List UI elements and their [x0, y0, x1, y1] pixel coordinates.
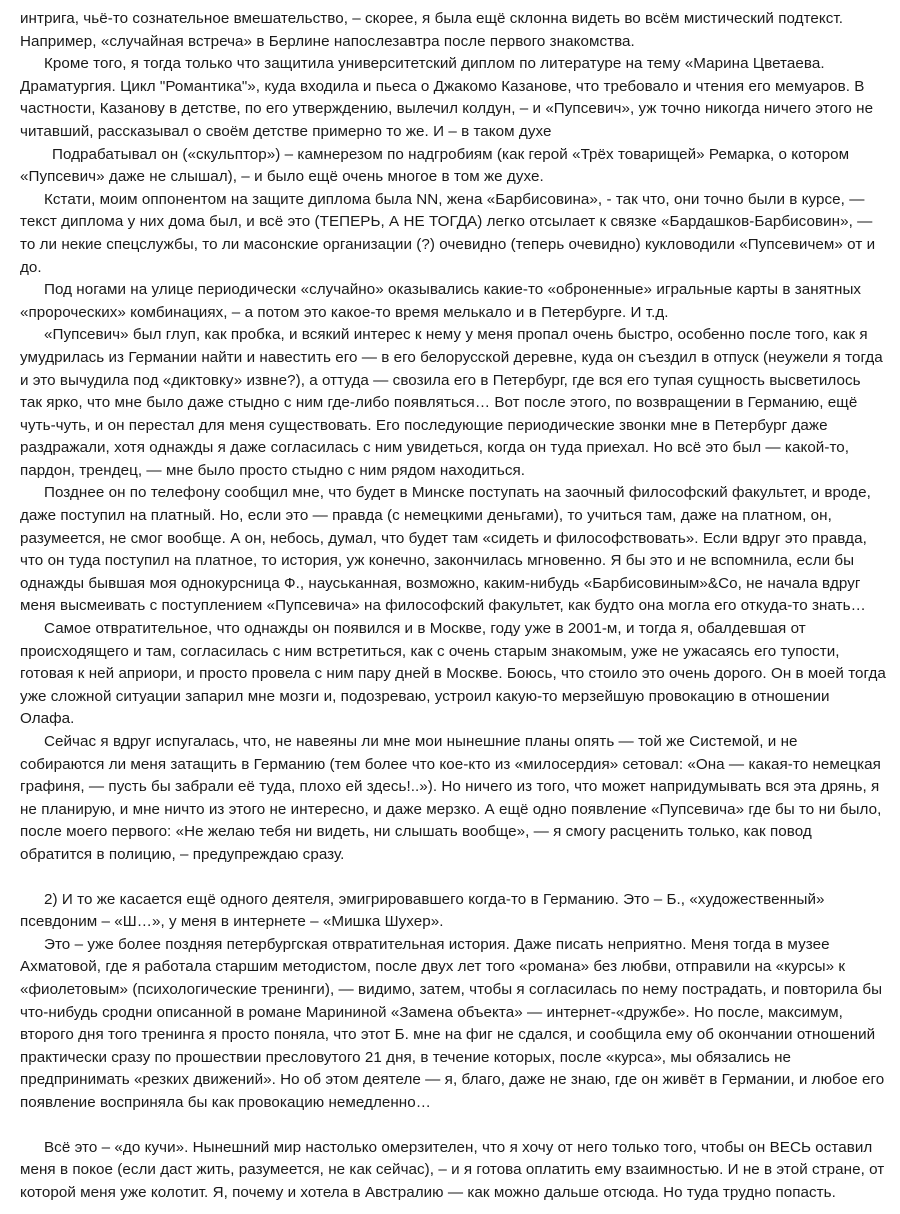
paragraph-opponent: Кстати, моим оппонентом на защите диплома была NN, жена «Барбисовина», - так что, они точно были в курсе, — текст диплома у них дома был, и всё это (ТЕПЕРЬ, А НЕ ТОГДА) легко отсылает к связке «Бардашков-Барбисовин», — то ли некие спецслужбы, то ли масонские организации (?) очевидно (теперь очевидно) кукловодили «Пупсевичем» от и до. [20, 190, 876, 276]
paragraph-sculptor: Подрабатывал он («скульптор») – камнерезом по надгробиям (как герой «Трёх товарищей» Ремарка, о котором «Пупсевич» даже не слышал), – и было ещё очень многое в том же духе. [20, 145, 850, 186]
paragraph-conclusion: Всё это – «до кучи». Нынешний мир настолько омерзителен, что я хочу от него только того, чтобы он ВЕСЬ оставил меня в покое (если даст жить, разумеется, не как сейчас), – и я готова оплатить ему взаимностью. И не в этой стране, от которой меня уже колотит. Я, почему и хотела в Австралию — как можно дальше отсюда. Но туда трудно попасть. [20, 1138, 885, 1201]
paragraph-diploma: Кроме того, я тогда только что защитила университетский диплом по литературе на тему «Марина Цветаева. Драматургия. Цикл "Романтика"», куда входила и пьеса о Джакомо Казанове, что требовало и чтения его мемуаров. В частности, Казанову в детстве, по его утверждению, вылечил колдун, – и «Пупсевич», уж точно никогда ничего этого не читавший, рассказывал о своём детстве примерно то же. И – в таком духе [20, 55, 874, 140]
paragraph-intro: интрига, чьё-то сознательное вмешательство, – скорее, я была ещё склонна видеть во всём мистический подтекст. Например, «случайная встреча» в Берлине напослезавтра после первого знакомства. [20, 10, 844, 50]
paragraph-minsk: Позднее он по телефону сообщил мне, что будет в Минске поступать на заочный философский факультет, и вроде, даже поступил на платный. Но, если это — правда (с немецкими деньгами), то учиться там, даже на платном, он, разумеется, не смог вообще. А он, небось, думал, что будет там «сидеть и философствовать». Если вдруг это правда, что он туда поступил на платное, то история, уж конечно, закончилась мгновенно. Я бы это и не вспомнила, если бы однажды бывшая моя однокурсница Ф., науськанная, возможно, каким-нибудь «Барбисовиным»&Co, не начала вдруг меня высмеивать с поступлением «Пупсевича» на философский факультет, как будто она могла его откуда-то знать… [20, 484, 871, 615]
paragraph-gap [20, 1115, 886, 1137]
paragraph-akhmatova: Это – уже более поздняя петербургская отвратительная история. Даже писать неприятно. Меня тогда в музее Ахматовой, где я работала старшим методистом, после двух лет того «романа» без любви, отправили на «курсы» к «фиолетовым» (психологические тренинги), — видимо, затем, чтобы я согласилась по нему пострадать, и повторила бы что-нибудь сродни описанной в романе Марининой «Замена объекта» — интернет-«дружбе». Но после, максимум, второго дня того тренинга я просто поняла, что этот Б. мне на фиг не сдался, и сообщила ему об окончании отношений практически сразу по прошествии пресловутого 21 дня, в течение которых, после «курса», мы обязались не предпринимать «резких движений». Но об этом деятеле — я, благо, даже не знаю, где он живёт в Германии, и любое его появление восприняла бы как провокацию немедленно… [20, 935, 885, 1111]
paragraph-moscow: Самое отвратительное, что однажды он появился и в Москве, году уже в 2001-м, и тогда я, обалдевшая от происходящего и там, согласилась с ним встретиться, как с очень старым знакомым, уже не ужасаясь его тупости, готовая к ней априори, и просто провела с ним пару дней в Москве. Боюсь, что стоило это очень дорого. Он в моей тогда уже сложной ситуации запарил мне мозги и, подозреваю, устроил какую-то мерзейшую провокацию в отношении Олафа. [20, 620, 886, 728]
paragraph-cards: Под ногами на улице периодически «случайно» оказывались какие-то «оброненные» игральные карты в занятных «пророческих» комбинациях, – а потом это какое-то время мелькало и в Петербурге. И т.д. [20, 281, 862, 321]
paragraph-pupsevich: «Пупсевич» был глуп, как пробка, и всякий интерес к нему у меня пропал очень быстро, особенно после того, как я умудрилась из Германии найти и навестить его — в его белорусской деревне, куда он съездил в отпуск (неужели я тогда и это вычудила под «диктовку» извне?), а оттуда — свозила его в Петербург, где вся его тупая сущность высветилось так ярко, что мне было даже стыдно с ним где-либо появляться… Вот после этого, по возвращении в Германию, ещё чуть-чуть, и он перестал для меня существовать. Его последующие периодические звонки мне в Петербург даже раздражали, хотя однажды я даже согласилась с ним увидеться, когда он туда приехал. Но всё это был — какой-то, пардон, трендец, — мне было просто стыдно с ним рядом находиться. [20, 326, 883, 479]
paragraph-point-2: 2) И то же касается ещё одного деятеля, эмигрировавшего когда-то в Германию. Это – Б., «художественный» псевдоним – «Ш…», у меня в интернете – «Мишка Шухер». [20, 890, 825, 931]
paragraph-germany-fear: Сейчас я вдруг испугалась, что, не навеяны ли мне мои нынешние планы опять — той же Системой, и не собираются ли меня затащить в Германию (тем более что кое-кто из «милосердия» сетовал: «Она — какая-то немецкая графиня, — пусть бы забрали её туда, плохо ей здесь!..»). Но ничего из того, что может напридумывать вся эта дрянь, я не планирую, и мне ничто из этого не интересно, и даже мерзко. А ещё одно появление «Пупсевича» где бы то ни было, после моего первого: «Не желаю тебя ни видеть, ни слышать вообще», — я смогу расценить только, как повод обратится в полицию, – предупреждаю сразу. [20, 733, 882, 863]
paragraph-gap [20, 867, 886, 889]
